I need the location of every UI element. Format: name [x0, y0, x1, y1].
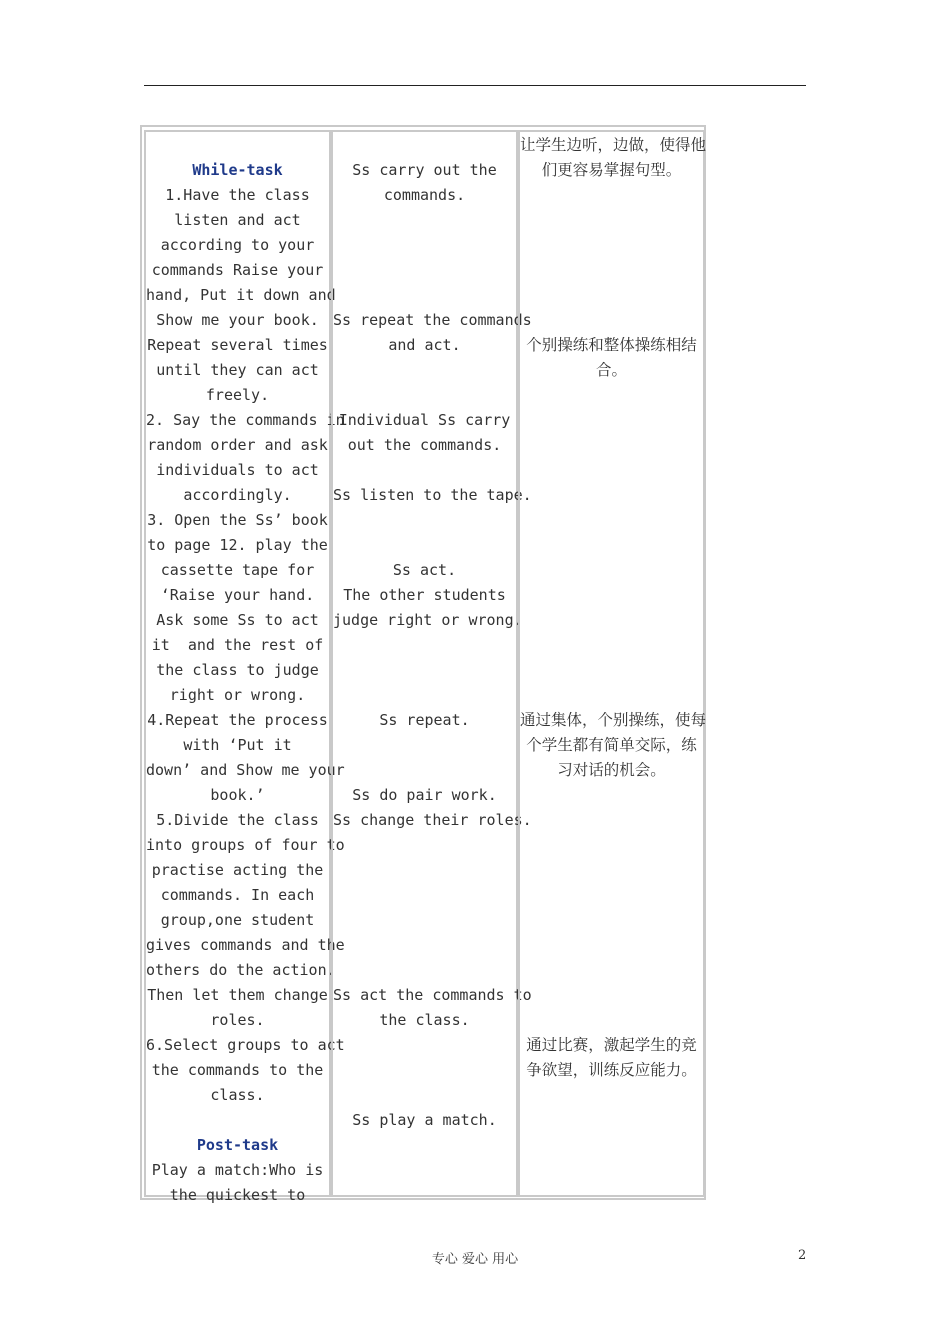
teacher-step-line: ‘Raise your hand. — [160, 586, 315, 604]
teacher-step-line: 6.Select groups to act — [146, 1036, 345, 1054]
student-activity-cell — [331, 130, 532, 1197]
student-activity-line: judge right or wrong. — [333, 611, 523, 629]
purpose-line: 争欲望，训练反应能力。 — [526, 1061, 697, 1079]
post-task-line: the quickest to — [169, 1186, 306, 1204]
teacher-step-line: listen and act — [174, 211, 301, 229]
student-activity-line: commands. — [383, 186, 466, 204]
teacher-step-line: class. — [210, 1086, 265, 1104]
student-activity-line: Ss listen to the tape. — [333, 486, 532, 504]
teacher-step-line: 2. Say the commands in — [146, 411, 345, 429]
student-activity-line: Ss act the commands to — [333, 986, 532, 1004]
teacher-step-line: until they can act — [156, 361, 319, 379]
purpose-line: 通过比赛，激起学生的竞 — [526, 1036, 697, 1054]
teacher-step-line: commands. In each — [160, 886, 315, 904]
teacher-step-line: 3. Open the Ss’ book — [147, 511, 328, 529]
purpose-line: 们更容易掌握句型。 — [541, 161, 682, 179]
teacher-step-line: it and the rest of — [151, 636, 324, 654]
student-activity-line: The other students — [343, 586, 506, 604]
page-number: 2 — [798, 1248, 807, 1263]
page-footer: 专心 爱心 用心 — [431, 1252, 519, 1267]
teacher-step-line: others do the action. — [146, 961, 336, 979]
lesson-table — [140, 125, 707, 1204]
purpose-line: 合。 — [595, 361, 627, 379]
post-task-line: Play a match:Who is — [151, 1161, 324, 1179]
teacher-step-line: accordingly. — [183, 486, 292, 504]
student-activity-line: Ss play a match. — [352, 1111, 497, 1129]
purpose-line: 个学生都有简单交际，练 — [526, 736, 697, 754]
teacher-step-line: group,one student — [160, 911, 315, 929]
teacher-step-line: practise acting the — [151, 861, 324, 879]
section-heading-post-task: Post-task — [196, 1136, 279, 1154]
teacher-step-line: the class to judge — [156, 661, 319, 679]
teacher-step-line: Then let them change — [147, 986, 328, 1004]
section-heading-while-task: While-task — [192, 161, 283, 179]
teacher-step-line: Repeat several times — [147, 336, 328, 354]
teacher-step-line: gives commands and the — [146, 936, 345, 954]
purpose-cell — [518, 130, 705, 1197]
teacher-step-line: 5.Divide the class — [156, 811, 319, 829]
student-activity-line: and act. — [388, 336, 461, 354]
student-activity-line: Ss carry out the — [352, 161, 497, 179]
student-activity-line: Ss do pair work. — [352, 786, 497, 804]
student-activity-line: Ss act. — [392, 561, 457, 579]
student-activity-line: Individual Ss carry — [338, 411, 511, 429]
teacher-step-line: with ‘Put it — [183, 736, 292, 754]
teacher-step-line: random order and ask — [147, 436, 328, 454]
teacher-step-line: Show me your book. — [156, 311, 319, 329]
teacher-step-line: freely. — [205, 386, 270, 404]
teacher-step-line: to page 12. play the — [147, 536, 328, 554]
teacher-activity-cell — [144, 130, 345, 1204]
teacher-step-line: into groups of four to — [146, 836, 345, 854]
teacher-step-line: right or wrong. — [169, 686, 306, 704]
purpose-line: 习对话的机会。 — [557, 761, 666, 779]
teacher-step-line: the commands to the — [151, 1061, 324, 1079]
teacher-step-line: Ask some Ss to act — [156, 611, 319, 629]
teacher-step-line: down’ and Show me your — [146, 761, 345, 779]
student-activity-line: the class. — [379, 1011, 470, 1029]
student-activity-line: Ss repeat. — [379, 711, 470, 729]
student-activity-line: out the commands. — [347, 436, 502, 454]
teacher-step-line: hand, Put it down and — [146, 286, 336, 304]
teacher-step-line: individuals to act — [156, 461, 319, 479]
student-activity-line: Ss repeat the commands — [333, 311, 532, 329]
purpose-line: 个别操练和整体操练相结 — [526, 336, 697, 354]
teacher-step-line: according to your — [160, 236, 315, 254]
header-rule — [144, 85, 806, 86]
teacher-step-line: 1.Have the class — [165, 186, 310, 204]
teacher-step-line: cassette tape for — [160, 561, 315, 579]
purpose-line: 让学生边听，边做，使得他 — [520, 136, 707, 154]
teacher-step-line: roles. — [210, 1011, 265, 1029]
teacher-step-line: book.’ — [210, 786, 265, 804]
purpose-line: 通过集体，个别操练，使每 — [520, 711, 707, 729]
teacher-step-line: commands Raise your — [151, 261, 324, 279]
teacher-step-line: 4.Repeat the process — [147, 711, 328, 729]
student-activity-line: Ss change their roles. — [333, 811, 532, 829]
